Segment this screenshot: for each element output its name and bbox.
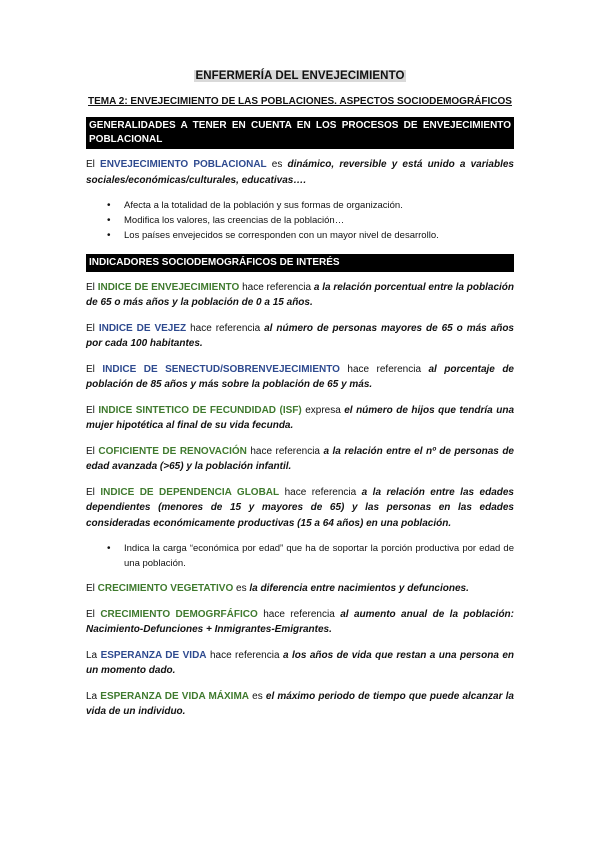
bullet-icon: • [107, 200, 111, 211]
term-label: ESPERANZA DE VIDA [100, 649, 207, 661]
term-label: COFICIENTE DE RENOVACIÓN [98, 445, 247, 457]
document-title: ENFERMERÍA DEL ENVEJECIMIENTO [195, 70, 405, 82]
definition-dependencia-global: El INDICE DE DEPENDENCIA GLOBAL hace referencia a la relación entre las edades dependientes (menores de 15 y mayores de 65) y las personas en las edades consideradas económicamente productivas (15 a 64 años) en una población. [86, 486, 514, 529]
list-item: • Afecta a la totalidad de la población y sus formas de organización. [124, 198, 514, 213]
definition-indice-envejecimiento: El INDICE DE ENVEJECIMIENTO hace referencia a la relación porcentual entre la población de 65 o más años y la población de 0 a 15 años. [86, 281, 515, 309]
definition-crecimiento-vegetativo: El CRECIMIENTO VEGETATIVO es la diferencia entre nacimientos y defunciones. [86, 583, 469, 595]
list-item: • Modifica los valores, las creencias de la población… [124, 213, 514, 228]
section-heading-generalidades: GENERALIDADES A TENER EN CUENTA EN LOS PROCESOS DE ENVEJECIMIENTO POBLACIONAL [86, 117, 514, 149]
bullet-icon: • [107, 543, 111, 555]
document-subtitle: TEMA 2: ENVEJECIMIENTO DE LAS POBLACIONES. ASPECTOS SOCIODEMOGRÁFICOS [88, 96, 512, 107]
definition-esperanza-vida: La ESPERANZA DE VIDA hace referencia a los años de vida que restan a una persona en un momento dado. [86, 649, 514, 677]
term-label: CRECIMIENTO DEMOGRFÁFICO [100, 608, 258, 620]
definition-isf: El INDICE SINTETICO DE FECUNDIDAD (ISF) expresa el número de hijos que tendría una mujer hipotética al final de su vida fecunda. [86, 404, 514, 432]
term-label: INDICE DE SENECTUD/SOBRENVEJECIMIENTO [102, 363, 340, 375]
intro-paragraph: El ENVEJECIMIENTO POBLACIONAL es dinámico, reversible y está unido a variables sociales/económicas/culturales, educativas…. [86, 159, 514, 186]
definition-esperanza-vida-maxima: La ESPERANZA DE VIDA MÁXIMA es el máximo periodo de tiempo que puede alcanzar la vida de un individuo. [86, 690, 514, 718]
term-label: INDICE SINTETICO DE FECUNDIDAD (ISF) [98, 404, 302, 416]
dependencia-list [86, 541, 514, 571]
list-item: • Los países envejecidos se corresponden con un mayor nivel de desarrollo. [124, 228, 514, 243]
definition-indice-senectud: El INDICE DE SENECTUD/SOBRENVEJECIMIENTO hace referencia al porcentaje de población de 85 años y más sobre la población de 65 y más. [86, 363, 514, 391]
section-heading-indicadores: INDICADORES SOCIODEMOGRÁFICOS DE INTERÉS [86, 254, 514, 272]
term-label: INDICE DE VEJEZ [98, 322, 187, 334]
list-item: • Indica la carga “económica por edad” que ha de soportar la porción productiva por edad de una población. [107, 543, 514, 570]
generalidades-list [86, 198, 514, 244]
bullet-icon: • [107, 230, 111, 242]
term-label: CRECIMIENTO VEGETATIVO [97, 583, 234, 595]
term-envejecimiento-poblacional: ENVEJECIMIENTO POBLACIONAL [100, 159, 267, 170]
term-label: INDICE DE ENVEJECIMIENTO [97, 281, 240, 293]
term-label: INDICE DE DEPENDENCIA GLOBAL [100, 486, 280, 498]
definition-crecimiento-demografico: El CRECIMIENTO DEMOGRFÁFICO hace referencia al aumento anual de la población: Nacimiento-Defunciones + Inmigrantes-Emigrantes. [86, 608, 514, 636]
definition-coeficiente-renovacion: El COFICIENTE DE RENOVACIÓN hace referencia a la relación entre el nº de personas de edad avanzada (>65) y la población infantil. [86, 445, 514, 473]
bullet-icon: • [107, 215, 111, 227]
term-label: ESPERANZA DE VIDA MÁXIMA [100, 690, 250, 702]
definition-indice-vejez: El INDICE DE VEJEZ hace referencia al número de personas mayores de 65 o más años por cada 100 habitantes. [86, 322, 514, 350]
